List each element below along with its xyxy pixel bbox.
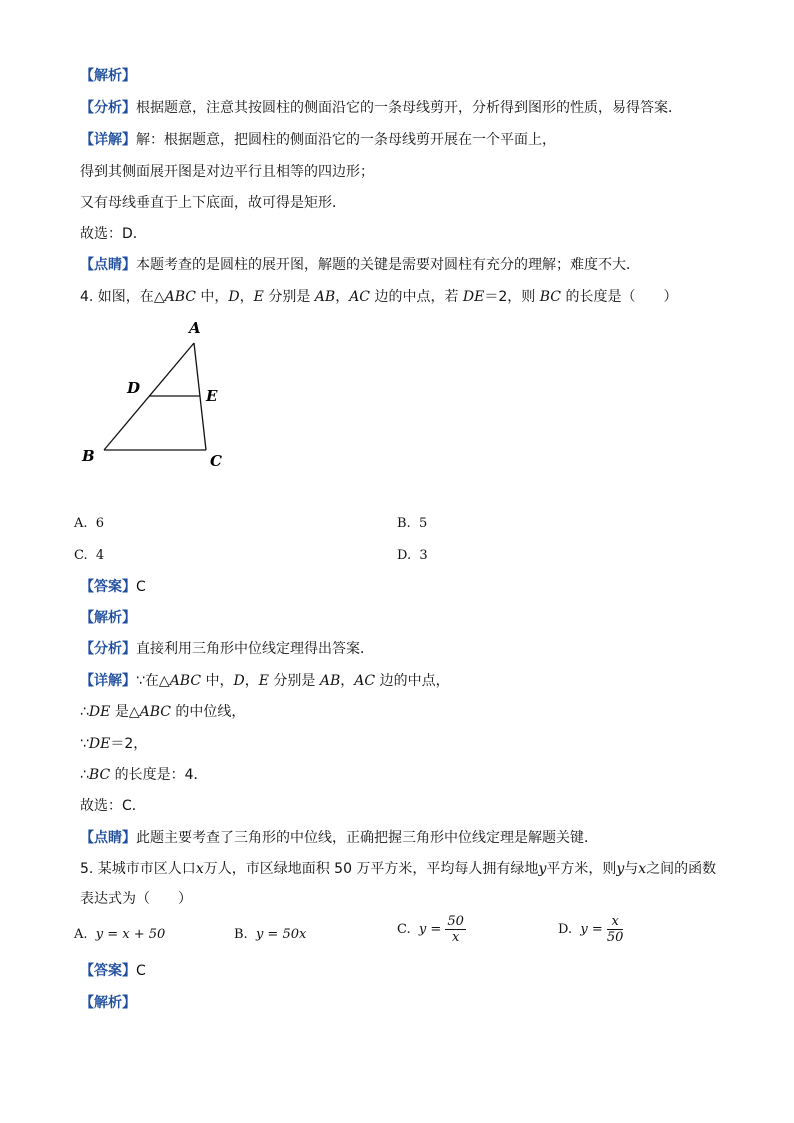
q4-option-b-value: 5 [418,516,428,531]
q4-fenxi-tag: 【分析】 [80,641,136,657]
q4-l2e: 的中位线， [170,704,246,720]
fenxi-tag: 【分析】 [80,100,136,116]
q5-s4: 与 [624,861,639,877]
xiangjie-line-1 [80,131,556,149]
triangle-figure [70,315,250,480]
q4-option-d[interactable] [397,547,428,565]
q4-dianjing-line [80,829,598,847]
q4-l3a: ∵ [80,736,89,752]
q4-l4a: ∴ [80,767,89,783]
q5-option-c-den: x [452,930,460,945]
question-5-stem [80,860,716,878]
q4-step-2 [80,703,245,721]
q5-option-d-fraction [607,914,624,945]
q4-answer-line [80,578,146,596]
q4-comma-2: ， [335,289,350,305]
q4-l2c: 是△ [110,704,140,720]
q4-xiangjie-tag: 【详解】 [80,673,136,689]
q4-stem-a: 4. 如图，在 [80,289,154,305]
question-4-stem [80,288,677,306]
q4-l3c: ＝2， [110,736,148,752]
q5-s2: 万人，市区绿地面积 50 万平方米，平均每人拥有绿地 [203,861,539,877]
q5-option-b-expr: y = 50x [255,927,307,942]
q4-l4b: BC [88,767,111,783]
q4-l1k: 边的中点， [375,673,450,689]
q4-option-a[interactable] [74,515,104,533]
q5-s5: 之间的函数 [646,861,717,877]
q4-stem-b: 中， [195,289,229,305]
xiangjie-text: 解：根据题意，把圆柱的侧面沿它的一条母线剪开展在一个平面上， [136,132,556,148]
q5-answer-line [80,962,146,980]
q5-option-a-label: A. [74,927,88,942]
q4-comma-1: ， [239,289,254,305]
dianjing-line-1 [80,256,640,274]
q4-l1i: ， [340,673,355,689]
explanation-line-2: 得到其侧面展开图是对边平行且相等的四边形； [80,164,374,180]
q5-s1: 5. 某城市市区人口 [80,861,196,877]
q5-y1: y [538,861,547,877]
q4-option-d-label: D. [397,548,412,563]
q4-stem-c: 分别是 [263,289,315,305]
q5-option-c-label: C. [397,922,411,937]
q4-l1h: AB [319,673,341,689]
q4-l1c: 中， [201,673,234,689]
q4-stem-f: 的长度是（ ） [561,289,678,305]
q4-l3b: DE [88,736,111,752]
q5-option-b-label: B. [234,927,248,942]
q5-y2: y [616,861,625,877]
q5-option-a-expr: y = x + 50 [95,927,166,942]
q4-step-3 [80,735,147,753]
q4-fenxi-line [80,640,374,658]
q5-option-d-label: D. [558,922,573,937]
q4-seg-ac: AC [349,289,371,305]
q5-option-a[interactable] [74,926,165,944]
q5-jiexi-heading: 【解析】 [80,995,136,1011]
jiexi-heading-1: 【解析】 [80,68,136,84]
explanation-line-3: 又有母线垂直于上下底面，故可得是矩形． [80,195,346,211]
q4-answer-tag: 【答案】 [80,579,136,595]
q4-answer-value: C [136,579,146,595]
q4-step-4 [80,766,208,784]
q4-option-a-value: 6 [95,516,105,531]
q4-fenxi-text: 直接利用三角形中位线定理得出答案． [136,641,374,657]
q4-option-b[interactable] [397,515,427,533]
fenxi-text: 根据题意，注意其按圆柱的侧面沿它的一条母线剪开，分析得到图形的性质，易得答案． [136,100,682,116]
question-5-stem-line-2: 表达式为（ ） [80,891,192,907]
q4-l1g: 分别是 [268,673,320,689]
q4-l1j: AC [354,673,376,689]
q4-l1b: ABC [169,673,202,689]
q5-option-c[interactable] [397,914,466,945]
q4-point-e: E [253,289,264,305]
q5-s3: 平方米，则 [546,861,617,877]
q4-l1e: ， [244,673,259,689]
q4-xiangjie-line [80,672,450,690]
q4-l1f: E [258,673,269,689]
q5-x1: x [195,861,204,877]
q4-jiexi-heading: 【解析】 [80,610,136,626]
q4-l1d: D [233,673,245,689]
q4-option-a-label: A. [74,516,88,531]
q5-option-d-num: x [607,914,624,930]
q5-answer-value: C [136,963,146,979]
q4-option-b-label: B. [397,516,411,531]
q5-option-b[interactable] [234,926,306,944]
label-a: A [189,319,201,337]
q4-seg-bc: BC [539,289,561,305]
q5-option-c-fraction [445,914,466,945]
q4-l2a: ∴ [80,704,89,720]
q4-option-c-label: C. [74,548,88,563]
q4-stem-e: ＝2，则 [484,289,540,305]
label-e: E [206,387,218,405]
q4-seg-de: DE [462,289,485,305]
q4-dianjing-tag: 【点睛】 [80,830,136,846]
xiangjie-tag: 【详解】 [80,132,136,148]
q5-option-d-lhs: y = [580,922,603,937]
q4-triangle: △ABC [153,289,196,305]
q5-answer-tag: 【答案】 [80,963,136,979]
choice-line-1: 故选：D． [80,226,147,242]
q4-dianjing-text: 此题主要考查了三角形的中位线，正确把握三角形中位线定理是解题关键． [136,830,598,846]
q4-point-d: D [228,289,240,305]
q5-option-c-lhs: y = [418,922,442,937]
q4-option-c-value: 4 [95,548,105,563]
q4-l1a: ∵在△ [136,673,170,689]
fenxi-line-1 [80,99,682,117]
q4-choice-line: 故选：C． [80,798,146,814]
q4-option-d-value: 3 [419,548,428,563]
label-d: D [127,379,141,397]
dianjing-text: 本题考查的是圆柱的展开图，解题的关键是需要对圆柱有充分的理解；难度不大． [136,257,640,273]
dianjing-tag: 【点睛】 [80,257,136,273]
q4-seg-ab: AB [314,289,336,305]
q4-l2d: ABC [139,704,171,720]
q5-option-c-num: 50 [447,914,464,929]
q4-l2b: DE [88,704,111,720]
q5-x2: x [638,861,647,877]
q5-option-d-den: 50 [606,930,624,945]
q4-stem-d: 边的中点，若 [370,289,463,305]
label-b: B [82,447,95,465]
label-c: C [210,452,222,470]
q4-option-c[interactable] [74,547,104,565]
q4-l4c: 的长度是：4． [110,767,208,783]
q5-option-d[interactable] [558,914,623,945]
